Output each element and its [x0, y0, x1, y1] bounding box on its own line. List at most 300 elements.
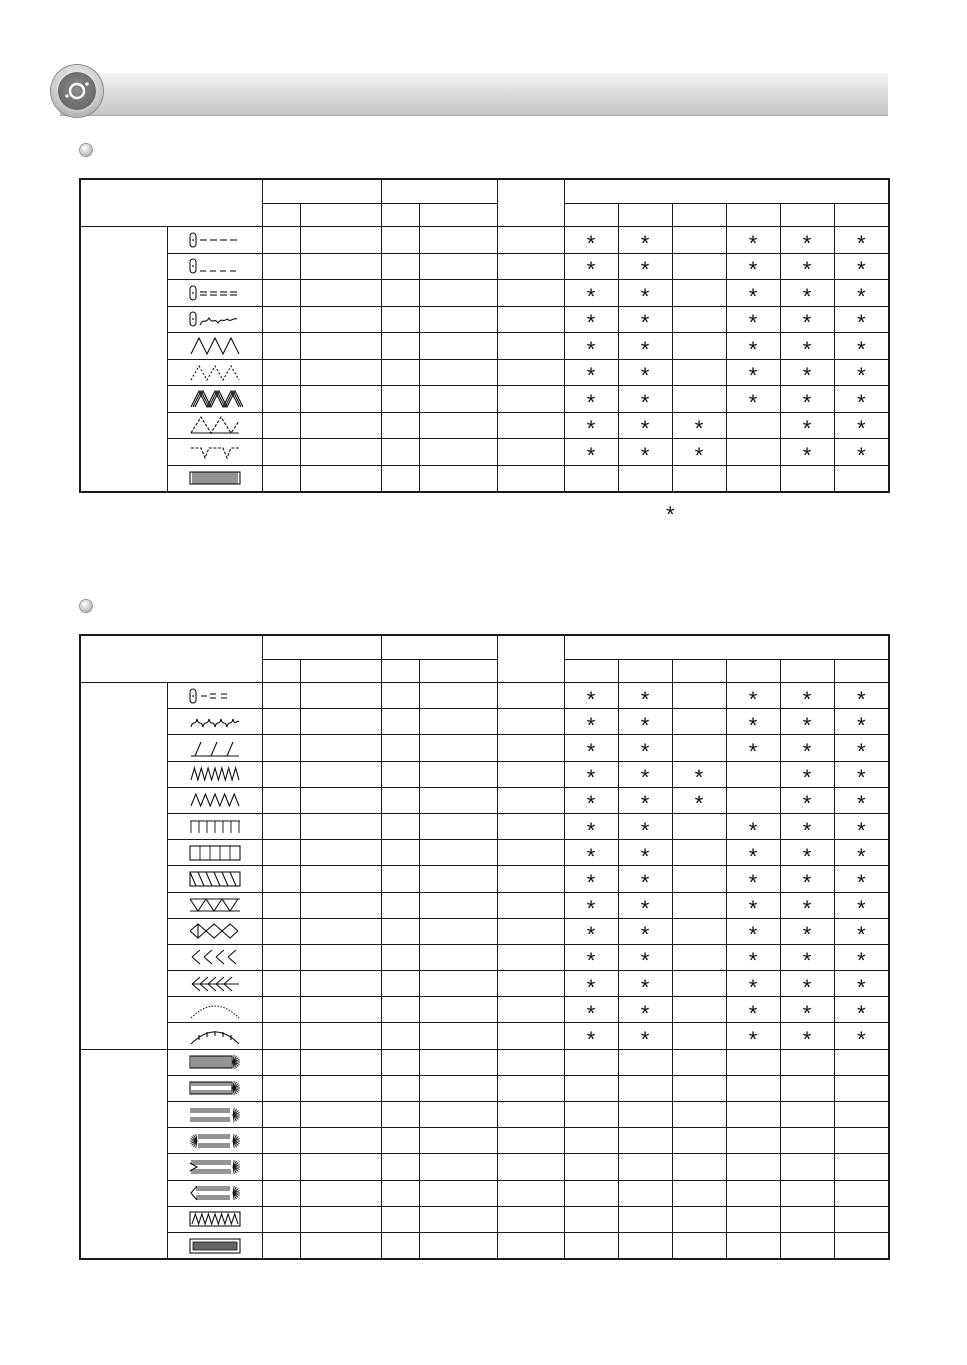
subheader-cell: [564, 660, 618, 683]
setting-cell: [381, 1075, 419, 1101]
subheader-cell: [618, 204, 672, 227]
buttonhole-zigzag-icon: [187, 1209, 243, 1229]
presser-foot-cell: [564, 944, 618, 974]
asterisk-mark: *: [640, 686, 650, 712]
presser-foot-cell: [618, 412, 672, 442]
setting-cell: [262, 1154, 300, 1180]
presser-foot-cell: [780, 1023, 834, 1053]
setting-cell: [381, 306, 419, 333]
setting-cell: [262, 944, 300, 970]
setting-cell: [381, 465, 419, 492]
header-cell-single: [497, 179, 564, 227]
presser-foot-cell: [726, 1154, 780, 1180]
asterisk-mark: *: [586, 686, 596, 712]
presser-foot-cell: [834, 1154, 889, 1180]
subheader-cell: [381, 204, 419, 227]
header-cell-feet: [564, 179, 889, 204]
stitch-pattern-cell: [167, 1075, 262, 1101]
presser-foot-cell: [726, 918, 780, 948]
setting-cell: [300, 1128, 381, 1154]
setting-cell: [497, 1180, 564, 1206]
presser-foot-cell: [780, 359, 834, 389]
stitch-pattern-cell: [167, 1206, 262, 1232]
presser-foot-cell: [672, 683, 726, 709]
presser-foot-cell: [672, 253, 726, 280]
setting-cell: [262, 1180, 300, 1206]
three-step-zigzag-stitch-icon: [187, 415, 243, 435]
asterisk-mark: *: [856, 896, 866, 922]
presser-foot-cell: [834, 735, 889, 764]
setting-cell: [497, 840, 564, 866]
subheader-cell: [834, 204, 889, 227]
stitch-pattern-cell: [167, 683, 262, 709]
presser-foot-cell: [564, 997, 618, 1026]
presser-foot-cell: [618, 787, 672, 817]
asterisk-mark: *: [640, 283, 650, 309]
setting-cell: [419, 787, 497, 813]
triangle-stitch-icon: [187, 895, 243, 915]
setting-cell: [262, 1232, 300, 1259]
setting-cell: [262, 1075, 300, 1101]
setting-cell: [262, 280, 300, 307]
setting-cell: [419, 1232, 497, 1259]
presser-foot-cell: [834, 439, 889, 466]
asterisk-mark: *: [748, 363, 758, 389]
table-row: [80, 1023, 889, 1049]
buttonhole-double-round-icon: [187, 1131, 243, 1151]
setting-cell: [300, 439, 381, 466]
asterisk-mark: *: [586, 257, 596, 283]
presser-foot-cell: [834, 1049, 889, 1075]
presser-foot-cell: [726, 333, 780, 360]
setting-cell: [262, 386, 300, 413]
asterisk-mark: *: [748, 283, 758, 309]
setting-cell: [381, 1128, 419, 1154]
presser-foot-cell: [564, 1154, 618, 1180]
presser-foot-cell: [726, 465, 780, 492]
presser-foot-cell: [672, 1102, 726, 1128]
setting-cell: [497, 761, 564, 787]
asterisk-mark: *: [802, 869, 812, 895]
setting-cell: [497, 997, 564, 1023]
setting-cell: [300, 735, 381, 761]
presser-foot-cell: [618, 1102, 672, 1128]
header-cell-feet: [564, 635, 889, 660]
chapter-badge-icon: [51, 65, 103, 117]
presser-foot-cell: [564, 359, 618, 389]
setting-cell: [381, 709, 419, 735]
setting-cell: [497, 1206, 564, 1232]
header-cell-group-a: [262, 635, 381, 660]
setting-cell: [262, 359, 300, 386]
table-row: [80, 787, 889, 813]
asterisk-mark: *: [640, 922, 650, 948]
asterisk-mark: *: [856, 922, 866, 948]
presser-foot-cell: [564, 386, 618, 413]
stitch-pattern-cell: [167, 1232, 262, 1259]
setting-cell: [300, 1206, 381, 1232]
asterisk-mark: *: [640, 389, 650, 415]
presser-foot-cell: [672, 333, 726, 360]
presser-foot-cell: [564, 306, 618, 336]
fishbone-stitch-icon: [187, 974, 243, 994]
presser-foot-cell: [780, 306, 834, 336]
presser-foot-cell: [780, 1232, 834, 1259]
presser-foot-cell: [564, 1049, 618, 1075]
presser-foot-cell: [780, 1075, 834, 1101]
subheader-cell: [419, 204, 497, 227]
stitch-table-2: [79, 634, 890, 1260]
presser-foot-cell: [564, 439, 618, 466]
setting-cell: [381, 1102, 419, 1128]
stitch-pattern-cell: [167, 386, 262, 413]
presser-foot-cell: [564, 787, 618, 817]
asterisk-mark: *: [694, 765, 704, 791]
stitch-pattern-cell: [167, 761, 262, 787]
setting-cell: [419, 1206, 497, 1232]
presser-foot-cell: [834, 866, 889, 895]
slant-stitch-icon: [187, 738, 243, 758]
presser-foot-cell: [726, 439, 780, 466]
presser-foot-cell: [780, 840, 834, 869]
stretch-zigzag-stitch-icon: [187, 764, 243, 784]
presser-foot-cell: [834, 813, 889, 843]
category-cell: [80, 1049, 167, 1259]
presser-foot-cell: [834, 1075, 889, 1101]
setting-cell: [262, 412, 300, 439]
setting-cell: [262, 971, 300, 997]
setting-cell: [300, 840, 381, 866]
buttonhole-keyhole-icon: [187, 1183, 243, 1203]
presser-foot-cell: [672, 1023, 726, 1049]
asterisk-mark: *: [856, 1027, 866, 1053]
presser-foot-cell: [618, 761, 672, 791]
presser-foot-cell: [780, 709, 834, 738]
asterisk-mark: *: [802, 738, 812, 764]
presser-foot-cell: [834, 892, 889, 922]
presser-foot-cell: [780, 944, 834, 974]
buttonhole-round-end-icon: [187, 1078, 243, 1098]
setting-cell: [300, 997, 381, 1023]
presser-foot-cell: [834, 386, 889, 413]
asterisk-mark: *: [586, 765, 596, 791]
presser-foot-cell: [672, 866, 726, 892]
presser-foot-cell: [672, 465, 726, 492]
setting-cell: [262, 709, 300, 735]
asterisk-mark: *: [802, 310, 812, 336]
setting-cell: [381, 1180, 419, 1206]
subheader-cell: [300, 204, 381, 227]
presser-foot-cell: [564, 918, 618, 948]
presser-foot-cell: [618, 227, 672, 254]
asterisk-mark: *: [856, 712, 866, 738]
presser-foot-cell: [618, 709, 672, 738]
asterisk-mark: *: [856, 442, 866, 468]
presser-foot-cell: [780, 997, 834, 1026]
presser-foot-cell: [564, 683, 618, 712]
presser-foot-cell: [834, 1206, 889, 1232]
asterisk-mark: *: [640, 843, 650, 869]
setting-cell: [300, 787, 381, 813]
subheader-cell: [381, 660, 419, 683]
setting-cell: [262, 813, 300, 839]
presser-foot-cell: [780, 1180, 834, 1206]
presser-foot-cell: [672, 439, 726, 466]
setting-cell: [381, 787, 419, 813]
overcast-stitch-icon: [187, 712, 243, 732]
setting-cell: [300, 306, 381, 333]
setting-cell: [381, 1206, 419, 1232]
asterisk-mark: *: [856, 765, 866, 791]
presser-foot-cell: [726, 735, 780, 764]
presser-foot-cell: [672, 709, 726, 735]
presser-foot-cell: [834, 1102, 889, 1128]
presser-foot-cell: [564, 1206, 618, 1232]
setting-cell: [262, 253, 300, 280]
presser-foot-cell: [780, 866, 834, 895]
setting-cell: [262, 683, 300, 709]
presser-foot-cell: [618, 944, 672, 974]
presser-foot-cell: [618, 997, 672, 1026]
presser-foot-cell: [780, 761, 834, 791]
table-row: [80, 465, 889, 492]
stitch-pattern-cell: [167, 892, 262, 918]
asterisk-mark: *: [748, 948, 758, 974]
presser-foot-cell: [780, 813, 834, 843]
header-cell-group-a: [262, 179, 381, 204]
asterisk-mark: *: [748, 843, 758, 869]
table-row: [80, 918, 889, 944]
stitch-pattern-cell: [167, 866, 262, 892]
presser-foot-cell: [834, 306, 889, 336]
asterisk-mark: *: [856, 363, 866, 389]
setting-cell: [262, 465, 300, 492]
asterisk-mark: *: [748, 686, 758, 712]
presser-foot-cell: [726, 840, 780, 869]
asterisk-mark: *: [586, 363, 596, 389]
subheader-cell: [672, 660, 726, 683]
presser-foot-cell: [726, 892, 780, 922]
presser-foot-cell: [564, 227, 618, 254]
setting-cell: [300, 227, 381, 254]
table-row: [80, 997, 889, 1023]
presser-foot-cell: [672, 997, 726, 1023]
setting-cell: [419, 359, 497, 386]
asterisk-mark: *: [640, 765, 650, 791]
asterisk-mark: *: [640, 257, 650, 283]
subheader-cell: [419, 660, 497, 683]
asterisk-mark: *: [586, 442, 596, 468]
presser-foot-cell: [672, 359, 726, 386]
stitch-pattern-cell: [167, 333, 262, 360]
presser-foot-cell: [834, 944, 889, 974]
asterisk-mark: *: [748, 336, 758, 362]
asterisk-mark: *: [586, 310, 596, 336]
setting-cell: [381, 386, 419, 413]
presser-foot-cell: [672, 761, 726, 791]
basting-stitch-icon: [187, 686, 243, 706]
setting-cell: [497, 892, 564, 918]
stitch-pattern-cell: [167, 306, 262, 333]
presser-foot-cell: [834, 253, 889, 283]
asterisk-mark: *: [694, 416, 704, 442]
presser-foot-cell: [780, 412, 834, 442]
setting-cell: [262, 306, 300, 333]
asterisk-mark: *: [856, 869, 866, 895]
setting-cell: [262, 333, 300, 360]
setting-cell: [381, 333, 419, 360]
stitch-pattern-cell: [167, 813, 262, 839]
presser-foot-cell: [726, 386, 780, 413]
asterisk-mark: *: [640, 1027, 650, 1053]
asterisk-mark: *: [640, 791, 650, 817]
asterisk-mark: *: [586, 843, 596, 869]
asterisk-mark: *: [802, 336, 812, 362]
presser-foot-cell: [780, 333, 834, 360]
asterisk-mark: *: [856, 791, 866, 817]
category-cell: [80, 227, 167, 493]
stitch-pattern-cell: [167, 227, 262, 254]
table-row: [80, 412, 889, 439]
presser-foot-cell: [564, 1102, 618, 1128]
asterisk-mark: *: [748, 974, 758, 1000]
asterisk-mark: *: [802, 974, 812, 1000]
presser-foot-cell: [564, 813, 618, 843]
presser-foot-cell: [834, 683, 889, 712]
presser-foot-cell: [564, 280, 618, 307]
presser-foot-cell: [726, 1075, 780, 1101]
setting-cell: [419, 412, 497, 439]
asterisk-mark: *: [586, 416, 596, 442]
presser-foot-cell: [726, 412, 780, 439]
presser-foot-cell: [834, 1232, 889, 1259]
asterisk-mark: *: [640, 1000, 650, 1026]
setting-cell: [300, 971, 381, 997]
asterisk-mark: *: [640, 442, 650, 468]
stitch-pattern-cell: [167, 735, 262, 761]
table-row: [80, 735, 889, 761]
presser-foot-cell: [780, 253, 834, 283]
table-row: [80, 866, 889, 892]
table-row: [80, 1075, 889, 1101]
setting-cell: [300, 412, 381, 439]
setting-cell: [381, 683, 419, 709]
setting-cell: [381, 944, 419, 970]
buttonhole-rounded-icon: [187, 1052, 243, 1072]
setting-cell: [419, 439, 497, 466]
blind-stitch-icon: [187, 442, 243, 462]
setting-cell: [497, 1154, 564, 1180]
presser-foot-cell: [618, 1154, 672, 1180]
presser-foot-cell: [834, 1023, 889, 1053]
presser-foot-cell: [780, 735, 834, 764]
presser-foot-cell: [780, 227, 834, 254]
setting-cell: [262, 997, 300, 1023]
buttonhole-stretch-icon: [187, 1105, 243, 1125]
stitch-table-2-body: [80, 635, 889, 1259]
setting-cell: [419, 866, 497, 892]
cross-diamond-stitch-icon: [187, 921, 243, 941]
header-cell-pattern: [80, 179, 262, 227]
asterisk-mark: *: [640, 948, 650, 974]
setting-cell: [300, 1180, 381, 1206]
stitch-pattern-cell: [167, 709, 262, 735]
stitch-pattern-cell: [167, 280, 262, 307]
presser-foot-cell: [726, 761, 780, 787]
presser-foot-cell: [726, 971, 780, 1000]
asterisk-mark: *: [640, 336, 650, 362]
setting-cell: [300, 1049, 381, 1075]
presser-foot-cell: [618, 1049, 672, 1075]
presser-foot-cell: [618, 1232, 672, 1259]
stitch-pattern-cell: [167, 944, 262, 970]
setting-cell: [381, 997, 419, 1023]
setting-cell: [300, 1232, 381, 1259]
setting-cell: [381, 813, 419, 839]
asterisk-mark: *: [586, 712, 596, 738]
asterisk-mark: *: [640, 817, 650, 843]
asterisk-mark: *: [586, 738, 596, 764]
presser-foot-cell: [780, 1206, 834, 1232]
setting-cell: [497, 439, 564, 466]
stitch-pattern-cell: [167, 971, 262, 997]
presser-foot-cell: [618, 892, 672, 922]
presser-foot-cell: [618, 1023, 672, 1053]
table-row: [80, 971, 889, 997]
presser-foot-cell: [726, 997, 780, 1026]
asterisk-mark: *: [802, 442, 812, 468]
table-row: [80, 1206, 889, 1232]
presser-foot-cell: [780, 1102, 834, 1128]
asterisk-mark: *: [586, 230, 596, 256]
presser-foot-cell: [564, 253, 618, 283]
presser-foot-cell: [780, 1154, 834, 1180]
asterisk-mark: *: [640, 896, 650, 922]
presser-foot-cell: [672, 1075, 726, 1101]
setting-cell: [262, 892, 300, 918]
asterisk-mark: *: [586, 389, 596, 415]
setting-cell: [419, 918, 497, 944]
presser-foot-cell: [834, 761, 889, 791]
asterisk-mark: *: [640, 230, 650, 256]
stretch-zigzag-small-icon: [187, 790, 243, 810]
setting-cell: [262, 439, 300, 466]
setting-cell: [497, 709, 564, 735]
triple-straight-stitch-icon: [187, 283, 243, 303]
setting-cell: [300, 683, 381, 709]
presser-foot-cell: [564, 1232, 618, 1259]
setting-cell: [381, 866, 419, 892]
feather-stitch-icon: [187, 947, 243, 967]
setting-cell: [381, 1154, 419, 1180]
table-row: [80, 386, 889, 413]
presser-foot-cell: [726, 253, 780, 283]
presser-foot-cell: [618, 465, 672, 492]
setting-cell: [419, 813, 497, 839]
asterisk-mark: *: [856, 817, 866, 843]
asterisk-mark: *: [586, 922, 596, 948]
stitch-pattern-cell: [167, 840, 262, 866]
presser-foot-cell: [834, 465, 889, 492]
presser-foot-cell: [726, 227, 780, 254]
subheader-cell: [780, 660, 834, 683]
asterisk-mark: *: [586, 974, 596, 1000]
presser-foot-cell: [726, 1180, 780, 1206]
setting-cell: [300, 1102, 381, 1128]
asterisk-mark: *: [640, 974, 650, 1000]
presser-foot-cell: [564, 971, 618, 1000]
setting-cell: [419, 735, 497, 761]
